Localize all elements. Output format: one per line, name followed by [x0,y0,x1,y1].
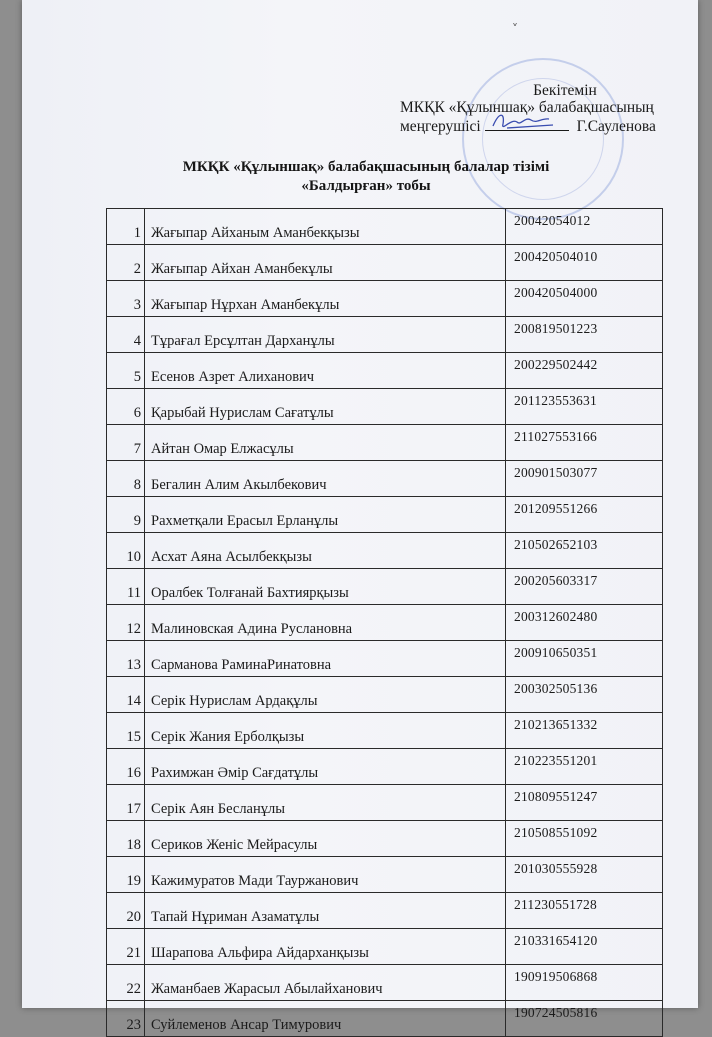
child-iin-cell: 210331654120 [506,929,663,965]
child-name-cell: Шарапова Альфира Айдарханқызы [145,929,506,965]
child-iin-cell: 200302505136 [506,677,663,713]
approval-heading: Бекітемін [533,82,597,99]
child-name-cell: Оралбек Толғанай Бахтиярқызы [145,569,506,605]
child-name-cell: Сериков Женіс Мейрасулы [145,821,506,857]
child-iin-cell: 190724505816 [506,1001,663,1037]
child-name-cell: Жағыпар Айхан Аманбекұлы [145,245,506,281]
pen-mark: ˅ [512,22,518,36]
row-number-cell: 23 [107,1001,145,1037]
table-row [107,497,663,533]
document-page [22,0,698,1033]
child-name-cell: Тұрағал Ерсұлтан Дарханұлы [145,317,506,353]
table-row [107,857,663,893]
handwritten-signature [489,110,559,134]
row-number-cell: 1 [107,209,145,245]
row-number-cell: 14 [107,677,145,713]
row-number-cell: 17 [107,785,145,821]
child-name-cell: Асхат Аяна Асылбекқызы [145,533,506,569]
table-row [107,569,663,605]
table-row [107,389,663,425]
child-name-cell: Есенов Азрет Алиханович [145,353,506,389]
child-iin-cell: 190919506868 [506,965,663,1001]
child-iin-cell: 200312602480 [506,605,663,641]
row-number-cell: 12 [107,605,145,641]
child-iin-cell: 210502652103 [506,533,663,569]
row-number-cell: 2 [107,245,145,281]
row-number-cell: 10 [107,533,145,569]
row-number-cell: 3 [107,281,145,317]
table-row [107,605,663,641]
child-name-cell: Жағыпар Нұрхан Аманбекұлы [145,281,506,317]
child-iin-cell: 200901503077 [506,461,663,497]
table-row [107,425,663,461]
row-number-cell: 13 [107,641,145,677]
approval-signature-line [400,116,670,135]
row-number-cell: 4 [107,317,145,353]
row-number-cell: 20 [107,893,145,929]
table-row [107,677,663,713]
child-iin-cell: 200420504000 [506,281,663,317]
child-name-cell: Серік Нурислам Ардақұлы [145,677,506,713]
row-number-cell: 8 [107,461,145,497]
table-row [107,929,663,965]
child-name-cell: Қарыбай Нурислам Сағатұлы [145,389,506,425]
table-row [107,353,663,389]
row-number-cell: 21 [107,929,145,965]
table-row [107,461,663,497]
child-iin-cell: 201030555928 [506,857,663,893]
table-row [107,893,663,929]
child-iin-cell: 211230551728 [506,893,663,929]
child-iin-cell: 201209551266 [506,497,663,533]
row-number-cell: 15 [107,713,145,749]
row-number-cell: 6 [107,389,145,425]
title-line-2: «Балдырған» тобы [301,178,431,194]
child-iin-cell: 210508551092 [506,821,663,857]
child-iin-cell: 210223551201 [506,749,663,785]
child-iin-cell: 200205603317 [506,569,663,605]
child-name-cell: Сарманова РаминаРинатовна [145,641,506,677]
row-number-cell: 5 [107,353,145,389]
child-name-cell: Кажимуратов Мади Тауржанович [145,857,506,893]
child-name-cell: Суйлеменов Ансар Тимурович [145,1001,506,1037]
table-row [107,245,663,281]
table-row [107,965,663,1001]
child-iin-cell: 200819501223 [506,317,663,353]
child-name-cell: Жағыпар Айханым Аманбекқызы [145,209,506,245]
child-name-cell: Рахимжан Әмір Сағдатұлы [145,749,506,785]
child-name-cell: Айтан Омар Елжасұлы [145,425,506,461]
child-iin-cell: 211027553166 [506,425,663,461]
child-iin-cell: 210213651332 [506,713,663,749]
row-number-cell: 19 [107,857,145,893]
row-number-cell: 22 [107,965,145,1001]
table-row [107,821,663,857]
row-number-cell: 9 [107,497,145,533]
table-row [107,317,663,353]
table-row [107,749,663,785]
child-name-cell: Малиновская Адина Руслановна [145,605,506,641]
table-row [107,1001,663,1037]
table-row [107,641,663,677]
child-iin-cell: 200229502442 [506,353,663,389]
child-name-cell: Серік Жания Ерболқызы [145,713,506,749]
document-title [106,158,626,196]
child-iin-cell: 20042054012 [506,209,663,245]
row-number-cell: 18 [107,821,145,857]
table-row [107,533,663,569]
child-name-cell: Рахметқали Ерасыл Ерланұлы [145,497,506,533]
table-row [107,713,663,749]
child-name-cell: Тапай Нұриман Азаматұлы [145,893,506,929]
child-name-cell: Серік Аян Бесланұлы [145,785,506,821]
child-iin-cell: 200910650351 [506,641,663,677]
child-name-cell: Бегалин Алим Акылбекович [145,461,506,497]
child-iin-cell: 210809551247 [506,785,663,821]
approval-org-line: МКҚК «Құлыншақ» балабақшасының [400,99,654,116]
row-number-cell: 16 [107,749,145,785]
signature-blank [485,116,569,131]
children-table-body [107,209,663,1037]
table-row [107,209,663,245]
approval-director-name: Г.Сауленова [576,118,656,135]
child-iin-cell: 200420504010 [506,245,663,281]
row-number-cell: 11 [107,569,145,605]
row-number-cell: 7 [107,425,145,461]
table-row [107,785,663,821]
children-table [106,208,663,1037]
child-iin-cell: 201123553631 [506,389,663,425]
table-row [107,281,663,317]
approval-block [400,82,670,135]
title-line-1: МКҚК «Құлыншақ» балабақшасының балалар тізімі [182,159,550,175]
child-name-cell: Жаманбаев Жарасыл Абылайханович [145,965,506,1001]
approval-position: меңгерушісі [400,118,481,135]
